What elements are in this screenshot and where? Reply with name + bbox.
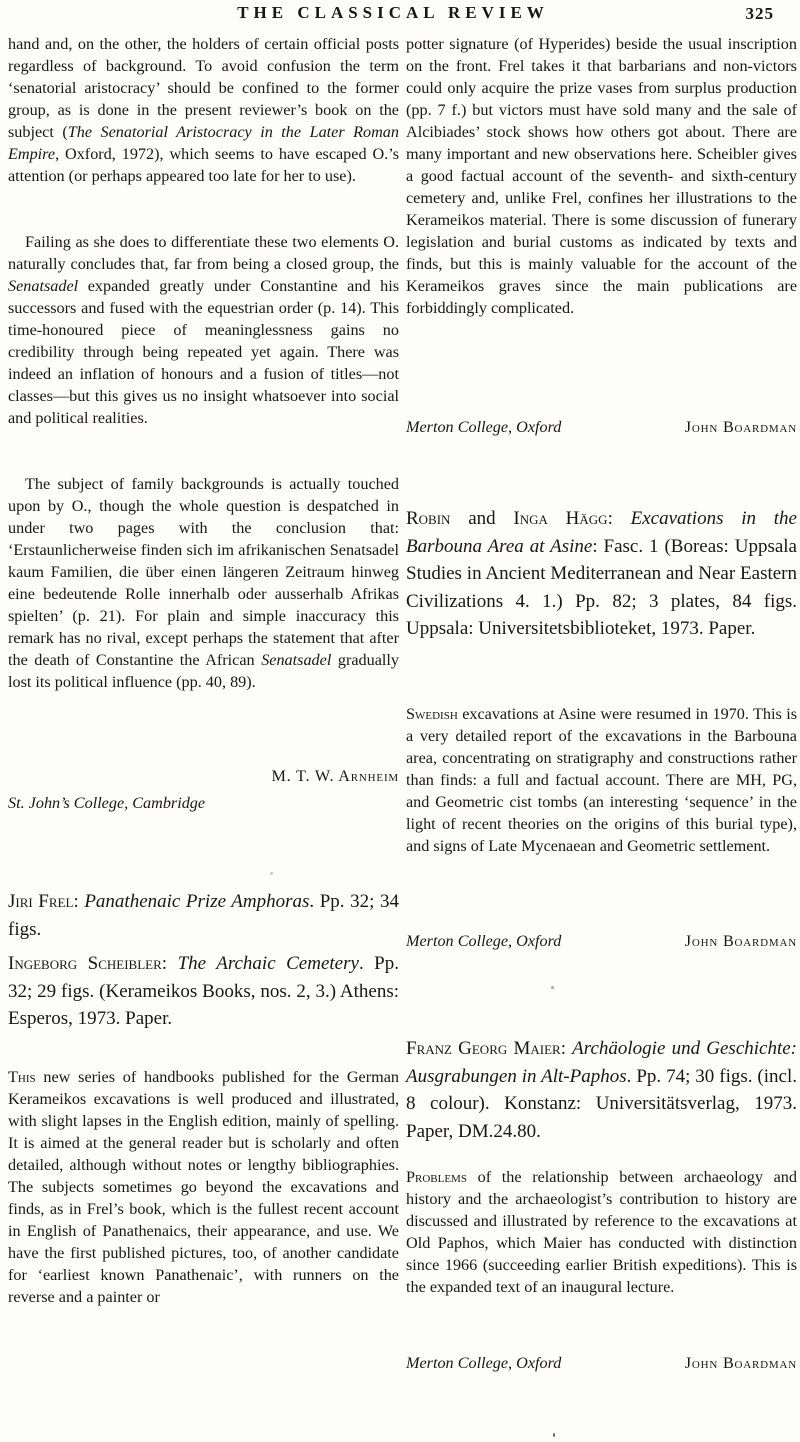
ink-speck	[270, 872, 273, 875]
reviewer-signature-boardman-2: John Boardman	[684, 932, 797, 950]
review-heading-hagg: Robin and Inga Hägg: Excavations in the Barbouna Area at Asine: Fasc. 1 (Boreas: Uppsala Studies in Ancient Mediterranean and Near Eastern Civilizations 4. 1.) Pp. 82; 3 plates, 84 figs. Uppsala: Universitetsbiblioteket, 1973. Paper.	[406, 508, 797, 639]
journal-title: THE CLASSICAL REVIEW	[237, 3, 549, 22]
reviewer-signature-boardman-1: John Boardman	[684, 418, 797, 436]
paragraph-maier-body: Problems of the relationship between archaeology and history and the archaeologist’s contribution to history are discussed and illustrated by reference to the excavations at Old Paphos, which Maier has conducted with distinction since 1966 (succeeding earlier British expeditions). This is the expanded text of an inaugural lecture.	[406, 1168, 797, 1296]
paragraph-hagg-body: Swedish excavations at Asine were resumed in 1970. This is a very detailed report of the excavations in the Barbouna area, concentrating on stratigraphy and constructions rather than finds: a full and factual account. There are MH, PG, and Geometric cist tombs (an interesting ‘sequence’ in the light of recent theories on the origins of this burial type), and signs of Late Mycenaean and Geometric settlement.	[406, 705, 797, 855]
reviewer-affiliation-arnheim: St. John’s College, Cambridge	[8, 794, 206, 812]
ink-speck	[551, 986, 554, 989]
paragraph-frel-scheibler-continued: potter signature (of Hyperides) beside the usual inscription on the front. Frel takes it that barbarians and non-victors could only acquire the prize vases from surplus production (pp. 7 f.) but victors must have sold many and the sale of Alcibiades’ stock shows how others got about. There are many important and new observations here. Scheibler gives a good factual account of the seventh- and sixth-century cemetery and, unlike Frel, confines her illustrations to the Kerameikos material. There is some discussion of funerary legislation and burial customs as indicated by texts and finds, but this is mainly valuable for the account of the Kerameikos graves since the main publications are forbiddingly complicated.	[406, 35, 797, 317]
paragraph-arnheim-3: The subject of family backgrounds is actually touched upon by O., though the whole question is despatched in under two pages with the conclusion that: ‘Erstaunlicherweise finden sich im afrikanischen Senatsadel kaum Familien, die über einen längeren Zeitraum hinweg eine bedeutende Rolle innerhalb oder ausserhalb Afrikas spielten’ (p. 21). For plain and simple inaccuracy this remark has no rival, except perhaps the statement that after the death of Constantine the African Senatsadel gradually lost its political influence (pp. 40, 89).	[8, 475, 399, 691]
page-number: 325	[745, 4, 774, 23]
reviewer-affiliation-boardman-1: Merton College, Oxford	[406, 418, 562, 436]
signoff-row-boardman-2	[406, 930, 797, 952]
reviewer-signature-boardman-3: John Boardman	[684, 1354, 797, 1372]
signoff-row-boardman-1	[406, 416, 797, 438]
review-heading-scheibler: Ingeborg Scheibler: The Archaic Cemetery. Pp. 32; 29 figs. (Kerameikos Books, nos. 2, 3.) Athens: Esperos, 1973. Paper.	[8, 953, 399, 1029]
reviewer-affiliation-boardman-2: Merton College, Oxford	[406, 932, 562, 950]
paragraph-arnheim-1: hand and, on the other, the holders of certain official posts regardless of background. To avoid confusion the term ‘senatorial aristocracy’ should be confined to the former group, as is done in the present reviewer’s book on the subject (The Senatorial Aristocracy in the Later Roman Empire, Oxford, 1972), which seems to have escaped O.’s attention (or perhaps appeared too late for her to use).	[8, 35, 399, 185]
paragraph-arnheim-2: Failing as she does to differentiate these two elements O. naturally concludes that, far from being a closed group, the Senatsadel expanded greatly under Constantine and his successors and fused with the equestrian order (p. 14). This time-honoured piece of meaninglessness gains no credibility through being repeated yet again. There was indeed an inflation of honours and a fusion of titles—not classes—but this gives us no insight whatsoever into social and political realities.	[8, 233, 399, 427]
review-heading-frel: Jiri Frel: Panathenaic Prize Amphoras. Pp. 32; 34 figs.	[8, 891, 399, 940]
paragraph-frel-scheibler-body: This new series of handbooks published for the German Kerameikos excavations is well produced and illustrated, with slight lapses in the English edition, mainly of spelling. It is aimed at the general reader but is scholarly and often detailed, although without notes or lengthy bibliographies. The subjects sometimes go beyond the excavations and finds, as in Frel’s book, which is the fullest recent account in English of Panathenaics, their appearance, and use. We have the first published pictures, too, of another candidate for ‘earliest known Panathenaic’, with runners on the reverse and a painter or	[8, 1068, 399, 1306]
reviewer-signature-arnheim: M. T. W. Arnheim	[271, 767, 399, 785]
ink-speck	[553, 1433, 555, 1437]
signoff-row-boardman-3	[406, 1352, 797, 1374]
review-heading-maier: Franz Georg Maier: Archäologie und Geschichte: Ausgrabungen in Alt-Paphos. Pp. 74; 30 figs. (incl. 8 colour). Konstanz: Universitätsverlag, 1973. Paper, DM.24.80.	[406, 1038, 798, 1142]
reviewer-affiliation-boardman-3: Merton College, Oxford	[406, 1354, 562, 1372]
